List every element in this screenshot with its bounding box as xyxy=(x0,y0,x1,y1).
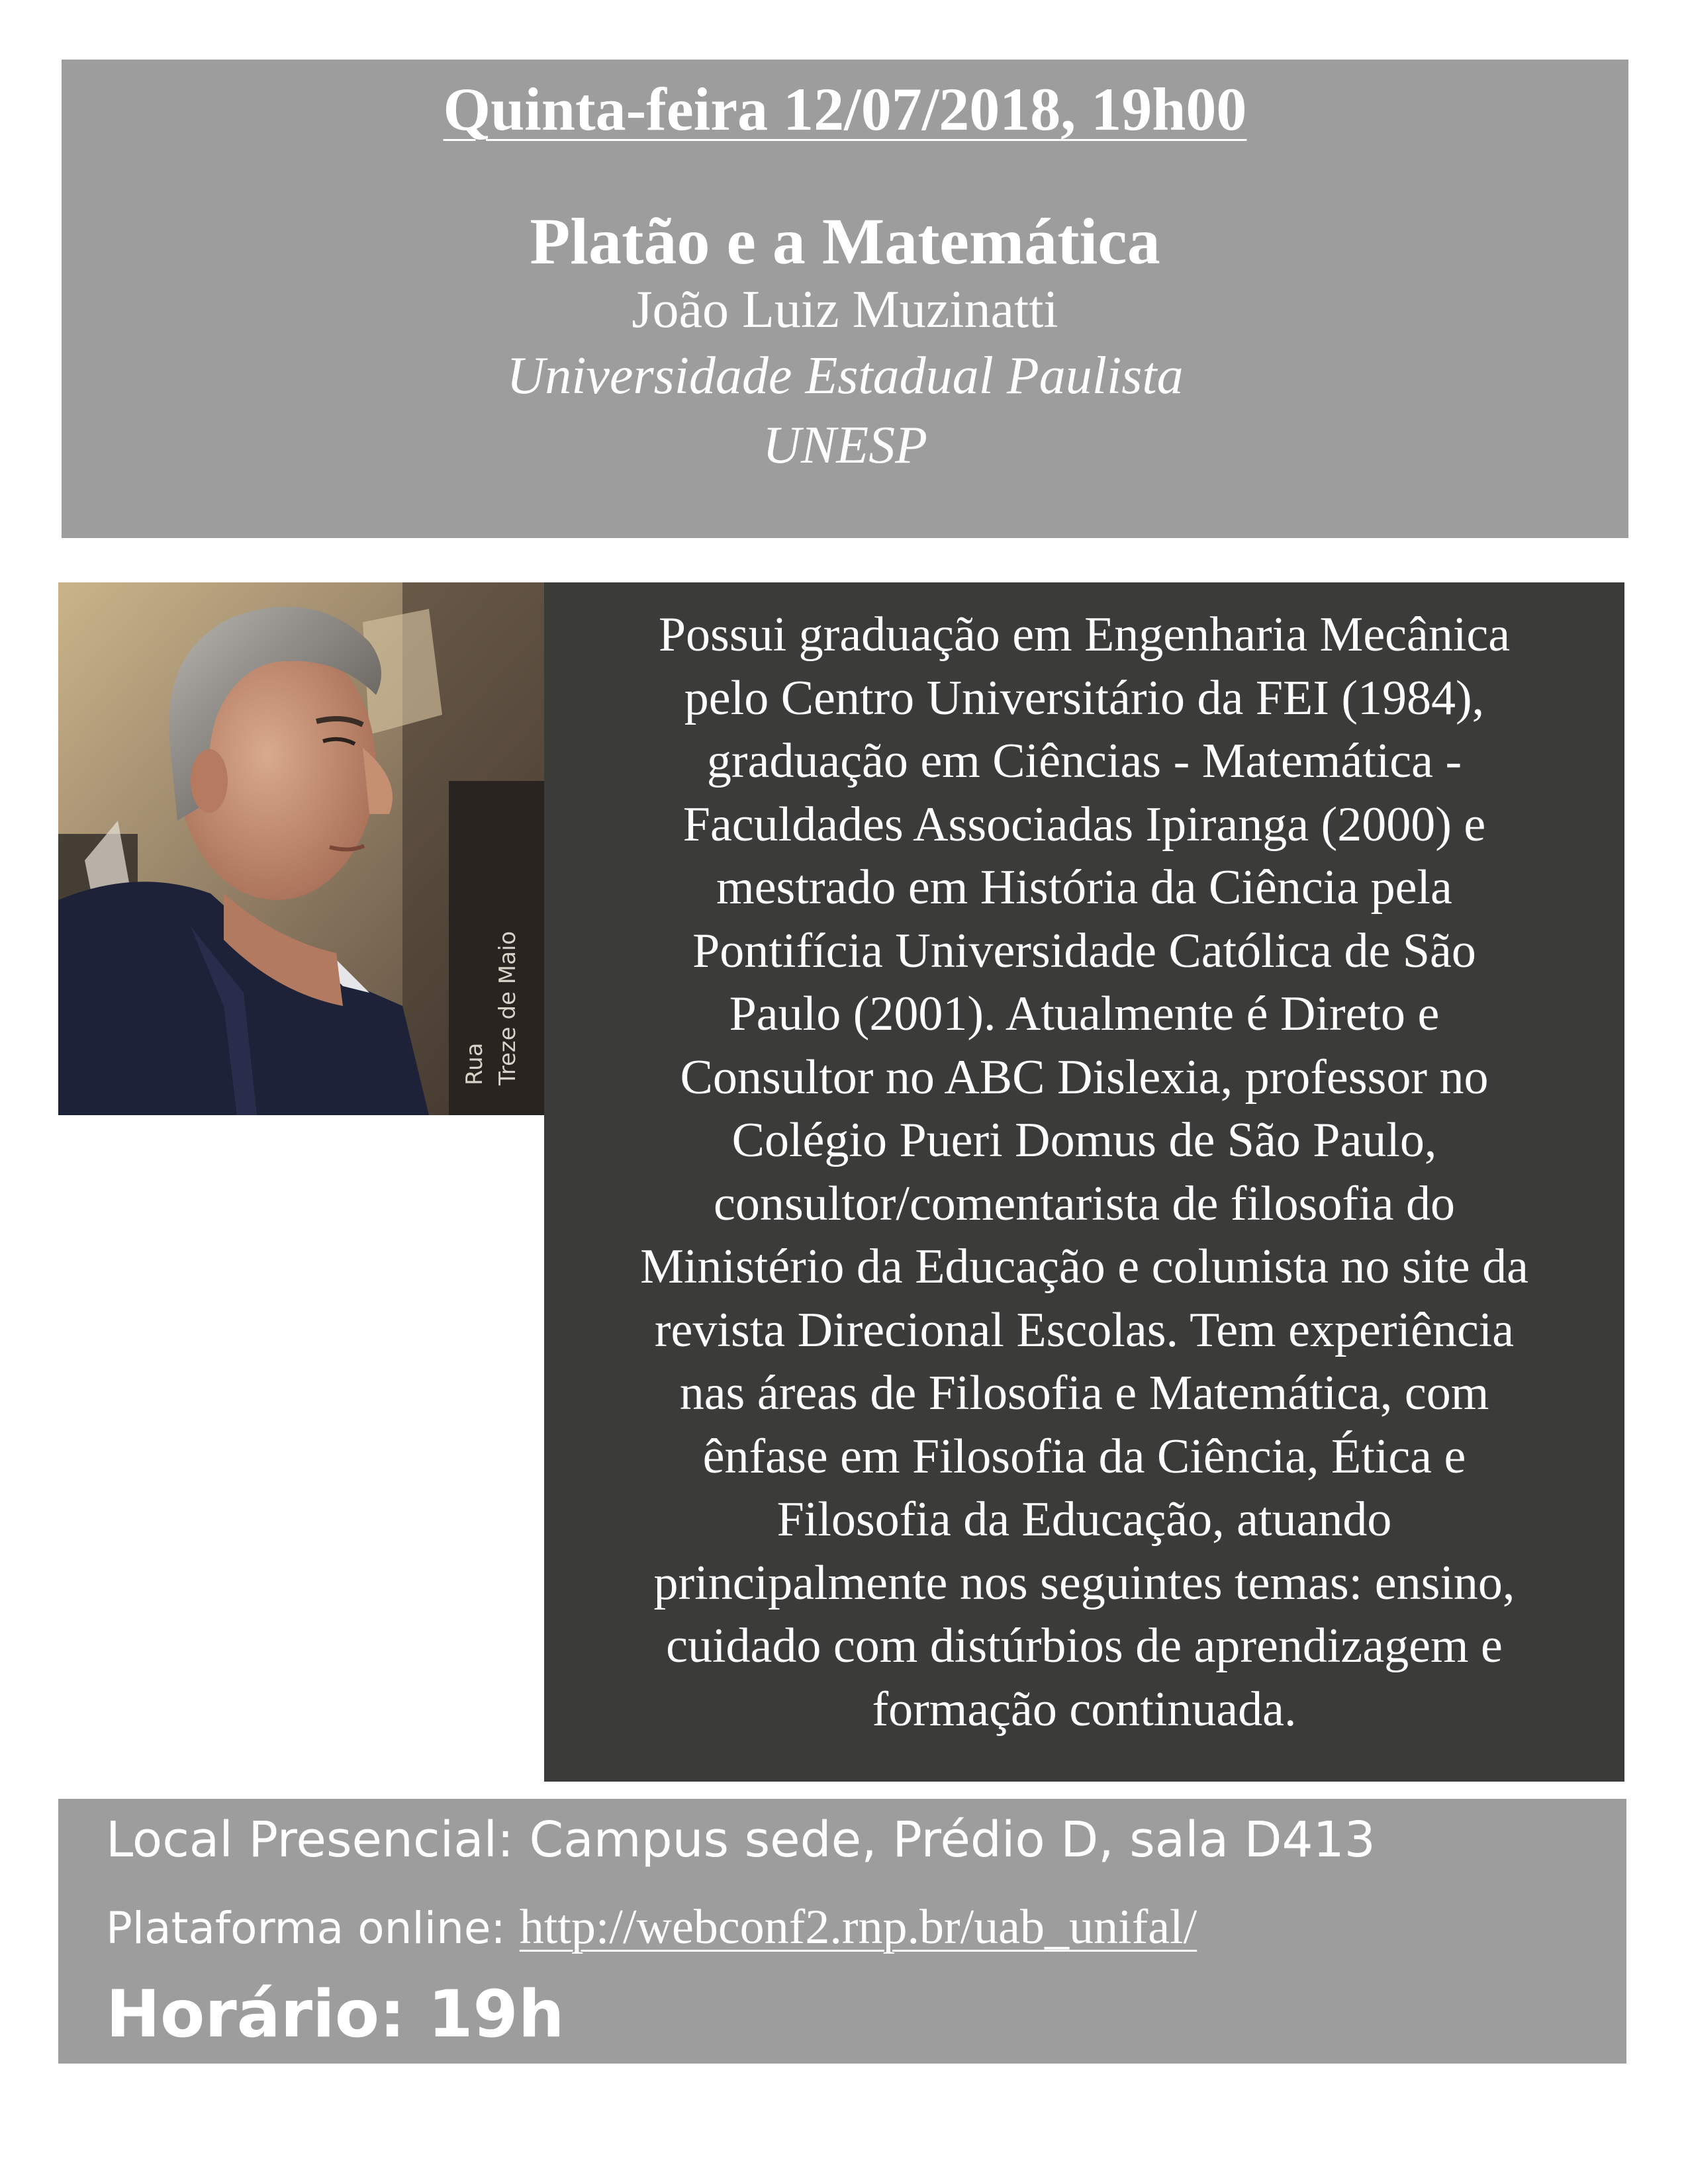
speaker-photo xyxy=(58,582,544,1115)
speaker-photo-icon xyxy=(58,582,544,1115)
bio-line: Pontifícia Universidade Católica de São xyxy=(692,923,1476,978)
bio-line: Ministério da Educação e colunista no site da xyxy=(640,1240,1528,1294)
event-date: Quinta-feira 12/07/2018, 19h00 xyxy=(443,75,1247,143)
venue-info: Local Presencial: Campus sede, Prédio D, sala D413 xyxy=(106,1811,1376,1868)
online-url-link[interactable]: http://webconf2.rnp.br/uab_unifal/ xyxy=(519,1900,1197,1954)
bio-line: Filosofia da Educação, atuando xyxy=(776,1492,1392,1547)
speaker-name: João Luiz Muzinatti xyxy=(632,281,1058,339)
bio-line: ênfase em Filosofia da Ciência, Ética e xyxy=(702,1429,1466,1484)
bio-line: revista Direcional Escolas. Tem experiência xyxy=(654,1302,1515,1357)
bio-line: graduação em Ciências - Matemática - xyxy=(706,734,1462,788)
bio-line: Paulo (2001). Atualmente é Direto e xyxy=(729,987,1440,1041)
event-time: Horário: 19h xyxy=(106,1977,565,2052)
online-platform xyxy=(106,1898,1197,1957)
speaker-university: Universidade Estadual Paulista xyxy=(506,347,1184,405)
bio-line: Consultor no ABC Dislexia, professor no xyxy=(680,1050,1489,1105)
bio-line: mestrado em História da Ciência pela xyxy=(716,860,1452,915)
event-info-footer xyxy=(58,1799,1626,2064)
speaker-bio xyxy=(544,582,1624,1782)
talk-title: Platão e a Matemática xyxy=(530,205,1160,278)
header-panel xyxy=(62,60,1628,538)
bio-line: consultor/comentarista de filosofia do xyxy=(714,1176,1455,1231)
bio-line: nas áreas de Filosofia e Matemática, com xyxy=(679,1366,1489,1420)
university-acronym: UNESP xyxy=(763,416,927,475)
bio-line: Possui graduação em Engenharia Mecânica xyxy=(658,608,1511,662)
bio-line: Colégio Pueri Domus de São Paulo, xyxy=(731,1113,1437,1167)
online-label: Plataforma online: xyxy=(106,1903,520,1954)
bio-line: formação continuada. xyxy=(872,1682,1297,1737)
bio-line: cuidado com distúrbios de aprendizagem e xyxy=(666,1619,1503,1673)
sign-text-rua: Rua xyxy=(461,1042,488,1085)
bio-line: Faculdades Associadas Ipiranga (2000) e xyxy=(682,797,1486,852)
bio-line: principalmente nos seguintes temas: ensino, xyxy=(653,1555,1515,1610)
sign-text-street: Treze de Maio xyxy=(494,931,521,1085)
bio-line: pelo Centro Universitário da FEI (1984), xyxy=(684,670,1485,725)
